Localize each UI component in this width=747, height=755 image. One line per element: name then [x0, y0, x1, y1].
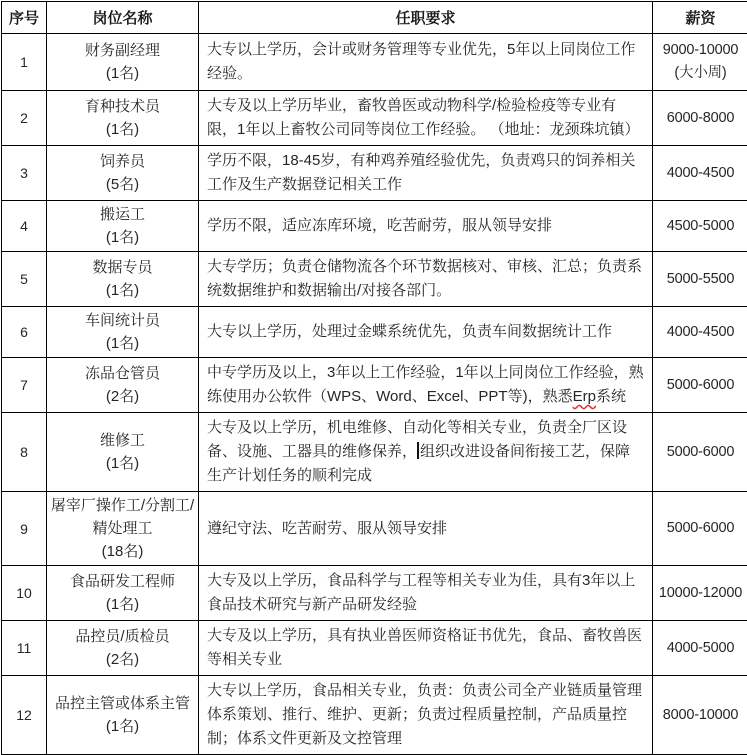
position-cell[interactable] [47, 566, 199, 621]
job-listing-table [1, 1, 747, 755]
position-headcount: (1名) [50, 332, 195, 355]
salary-cell[interactable]: 5000-5500 [653, 252, 747, 307]
position-headcount: (1名) [50, 226, 195, 249]
position-name: 屠宰厂操作工/分割工/精处理工 [50, 494, 195, 540]
header-salary: 薪资 [653, 2, 747, 34]
requirements-cell[interactable]: 学历不限，18-45岁，有种鸡养殖经验优先，负责鸡只的饲养相关工作及生产数据登记相关工作 [199, 146, 653, 201]
row-number[interactable]: 12 [2, 676, 47, 755]
position-cell[interactable] [47, 146, 199, 201]
position-headcount: (5名) [50, 173, 195, 196]
requirements-cell[interactable]: 大专及以上学历，食品科学与工程等相关专业为佳，具有3年以上食品技术研究与新产品研发经验 [199, 566, 653, 621]
requirements-cell[interactable]: 学历不限，适应冻库环境，吃苦耐劳，服从领导安排 [199, 201, 653, 252]
position-cell[interactable] [47, 201, 199, 252]
position-name: 育种技术员 [50, 95, 195, 118]
row-number[interactable]: 4 [2, 201, 47, 252]
salary-cell[interactable]: 5000-6000 [653, 413, 747, 492]
salary-cell[interactable]: 10000-12000 [653, 566, 747, 621]
position-headcount: (2名) [50, 648, 195, 671]
salary-cell[interactable]: 8000-10000 [653, 676, 747, 755]
requirements-cell[interactable]: 大专及以上学历，具有执业兽医师资格证书优先，食品、畜牧兽医等相关专业 [199, 621, 653, 676]
row-number[interactable]: 8 [2, 413, 47, 492]
salary-cell[interactable]: 4000-4500 [653, 146, 747, 201]
position-cell[interactable] [47, 621, 199, 676]
header-requirements: 任职要求 [199, 2, 653, 34]
salary-value: 9000-10000 [663, 42, 738, 58]
table-row [2, 492, 747, 566]
misspelled-word: Erp [573, 388, 596, 405]
position-name: 搬运工 [50, 203, 195, 226]
row-number[interactable]: 5 [2, 252, 47, 307]
position-name: 维修工 [50, 429, 195, 452]
requirements-cell[interactable]: 遵纪守法、吃苦耐劳、服从领导安排 [199, 492, 653, 566]
position-headcount: (1名) [50, 452, 195, 475]
position-name: 车间统计员 [50, 309, 195, 332]
requirements-cell[interactable]: 大专以上学历，食品相关专业，负责：负责公司全产业链质量管理体系策划、推行、维护、更新；负责过程质量控制，产品质量控制；体系文件更新及文控管理 [199, 676, 653, 755]
position-cell[interactable] [47, 252, 199, 307]
position-name: 品控主管或体系主管 [50, 692, 195, 715]
position-cell[interactable] [47, 91, 199, 146]
table-row [2, 358, 747, 413]
row-number[interactable]: 6 [2, 307, 47, 358]
row-number[interactable]: 3 [2, 146, 47, 201]
requirements-cell[interactable]: 大专以上学历，会计或财务管理等专业优先，5年以上同岗位工作经验。 [199, 34, 653, 91]
position-name: 数据专员 [50, 256, 195, 279]
requirements-cell[interactable] [199, 358, 653, 413]
row-number[interactable]: 7 [2, 358, 47, 413]
requirements-cell[interactable] [199, 413, 653, 492]
header-row [2, 2, 747, 34]
salary-cell[interactable]: 6000-8000 [653, 91, 747, 146]
position-headcount: (1名) [50, 279, 195, 302]
table-row [2, 566, 747, 621]
salary-cell[interactable]: 5000-6000 [653, 358, 747, 413]
table-row [2, 413, 747, 492]
position-cell[interactable] [47, 492, 199, 566]
table-row [2, 676, 747, 755]
position-cell[interactable] [47, 34, 199, 91]
position-headcount: (1名) [50, 715, 195, 738]
table-row [2, 34, 747, 91]
position-headcount: (1名) [50, 118, 195, 141]
requirements-cell[interactable]: 大专学历；负责仓储物流各个环节数据核对、审核、汇总；负责系统数据维护和数据输出/对接各部门。 [199, 252, 653, 307]
salary-cell[interactable]: 4000-5000 [653, 621, 747, 676]
position-cell[interactable] [47, 307, 199, 358]
position-cell[interactable] [47, 413, 199, 492]
header-no: 序号 [2, 2, 47, 34]
salary-cell[interactable] [653, 34, 747, 91]
salary-note: (大小周) [674, 65, 726, 81]
row-number[interactable]: 9 [2, 492, 47, 566]
header-position: 岗位名称 [47, 2, 199, 34]
salary-cell[interactable]: 4500-5000 [653, 201, 747, 252]
table-row [2, 252, 747, 307]
table-row [2, 146, 747, 201]
text-cursor [417, 442, 419, 459]
position-cell[interactable] [47, 676, 199, 755]
position-name: 财务副经理 [50, 39, 195, 62]
table-row [2, 91, 747, 146]
position-cell[interactable] [47, 358, 199, 413]
row-number[interactable]: 10 [2, 566, 47, 621]
requirements-text: 系统 [596, 388, 626, 405]
requirements-text: 组织改进设备间衔接工艺，保障生产计划任务的顺利完成 [207, 443, 630, 484]
requirements-cell[interactable]: 大专以上学历，处理过金蝶系统优先，负责车间数据统计工作 [199, 307, 653, 358]
row-number[interactable]: 2 [2, 91, 47, 146]
requirements-cell[interactable]: 大专及以上学历毕业，畜牧兽医或动物科学/检验检疫等专业有限，1年以上畜牧公司同等岗位工作经验。 （地址：龙颈珠坑镇） [199, 91, 653, 146]
row-number[interactable]: 11 [2, 621, 47, 676]
salary-cell[interactable]: 4000-4500 [653, 307, 747, 358]
row-number[interactable]: 1 [2, 34, 47, 91]
position-headcount: (18名) [50, 540, 195, 563]
salary-cell[interactable]: 5000-6000 [653, 492, 747, 566]
position-name: 冻品仓管员 [50, 362, 195, 385]
table-row [2, 307, 747, 358]
requirements-text: 大专及以上学历，机电维修、自动化等相关专业，负责全厂区设备、设施、工器具的维修保养， [207, 419, 627, 460]
table-row [2, 621, 747, 676]
position-headcount: (2名) [50, 385, 195, 408]
position-name: 饲养员 [50, 150, 195, 173]
requirements-text: 中专学历及以上，3年以上工作经验，1年以上同岗位工作经验，熟练使用办公软件（WPS、Word、Excel、PPT等)，熟悉 [207, 364, 644, 405]
position-name: 品控员/质检员 [50, 625, 195, 648]
table-row [2, 201, 747, 252]
position-name: 食品研发工程师 [50, 570, 195, 593]
position-headcount: (1名) [50, 593, 195, 616]
position-headcount: (1名) [50, 62, 195, 85]
